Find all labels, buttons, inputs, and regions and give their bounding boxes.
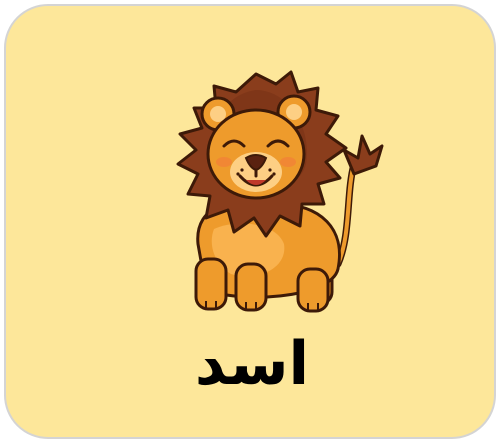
animal-name-arabic: اسد	[194, 329, 310, 399]
lion-front-leg-right	[236, 264, 266, 310]
flash-card	[4, 4, 496, 439]
lion-front-leg-left	[196, 259, 226, 309]
lion-icon	[106, 54, 406, 324]
